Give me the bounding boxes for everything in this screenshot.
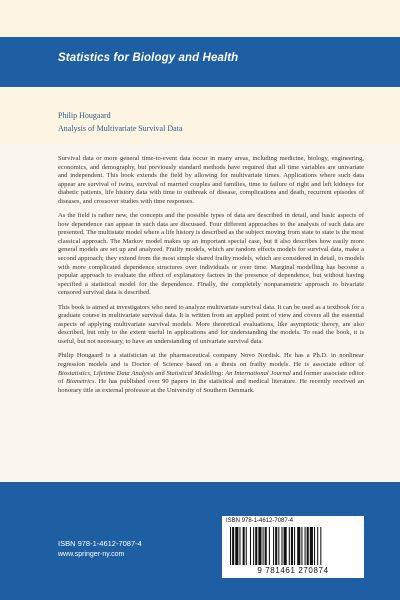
series-title: Statistics for Biology and Health (58, 52, 239, 64)
isbn-text: ISBN 978-1-4612-7087-4 (58, 539, 142, 548)
paragraph-audience: This book is aimed at investigators who need to analyze multivariate survival data. It can be used as a textbook for a graduate course in multivariate survival data. It is written from an applied point of view and covers all the essential aspects of applying multivariate survival models. More theoretical evaluations, like asymptotic theory, are also described, but only to the extent useful in applications and for understanding the models. To read the book, it is useful, but not necessary, to have an understanding of univariate survival data. (58, 303, 364, 345)
bio-journal-3: Biometrics (66, 378, 95, 386)
publisher-url: www.springer-ny.com (58, 551, 125, 558)
author-bio (58, 352, 364, 395)
bio-text-1: Philip Hougaard is a statistician at the pharmaceutical company Novo Nordisk. He has a Ph.D. in nonlinear regression models and is Doctor of Science based on a thesis on frailty models. He is associate editor of (58, 352, 364, 369)
barcode-isbn: ISBN 978-1-4612-7087-4 (226, 518, 294, 524)
author-name: Philip Hougaard (58, 111, 111, 120)
blurb (58, 155, 364, 401)
bio-journal-2: Statistical Modelling: An International Journal (166, 369, 291, 377)
barcode-digits: 9 781461 270874 (257, 566, 329, 575)
bio-text-4: . He has published over 90 papers in the statistical and medical literature. He recently received an honorary title as external professor at the University of Southern Denmark. (58, 378, 365, 394)
book-title: Analysis of Multivariate Survival Data (58, 124, 183, 133)
bio-journal-1: Biostatistics, Lifetime Data Analysis (58, 369, 154, 377)
barcode-icon (230, 527, 356, 565)
bio-text-2: and (153, 369, 167, 377)
paragraph-intro: Survival data or more general time-to-event data occur in many areas, including medicine, biology, engineering, economics, and demography, but previously standard methods have required that all time variables are univariate and independent. This book extends the field by allowing for multivariate times. Applications where such data appear are survival of twins, survival of married couples and families, time to failure of right and left kidneys for diabetic patients, life history data with time to outbreak of disease, complications and death, recurrent episodes of diseases, and crossover studies with time responses. (58, 155, 364, 205)
paragraph-approaches: As the field is rather new, the concepts and the possible types of data are described in detail, and basic aspects of how dependence can appear in such data are discussed. Four different approaches to the analysis of such data are presented. The multistate model where a life history is described as the subject moving from state to state is the most classical approach. The Markov model makes up an important special case, but it also describes how easily more general models are set up and analyzed. Frailty models, which are random effects models for survival data, make a second approach; they extend from the most simple shared frailty models, which are considered in detail, to models with more complicated dependence structures over individuals or over time. Marginal modelling has become a popular approach to evaluate the effect of explanatory factors in the presence of dependence, but without having specified a statistical model for the dependence. Finally, the completely nonparametric approach to bivariate censored survival data is described. (58, 212, 364, 297)
bio-text-3: and former associate editor of (58, 369, 364, 386)
barcode-label (222, 516, 364, 578)
